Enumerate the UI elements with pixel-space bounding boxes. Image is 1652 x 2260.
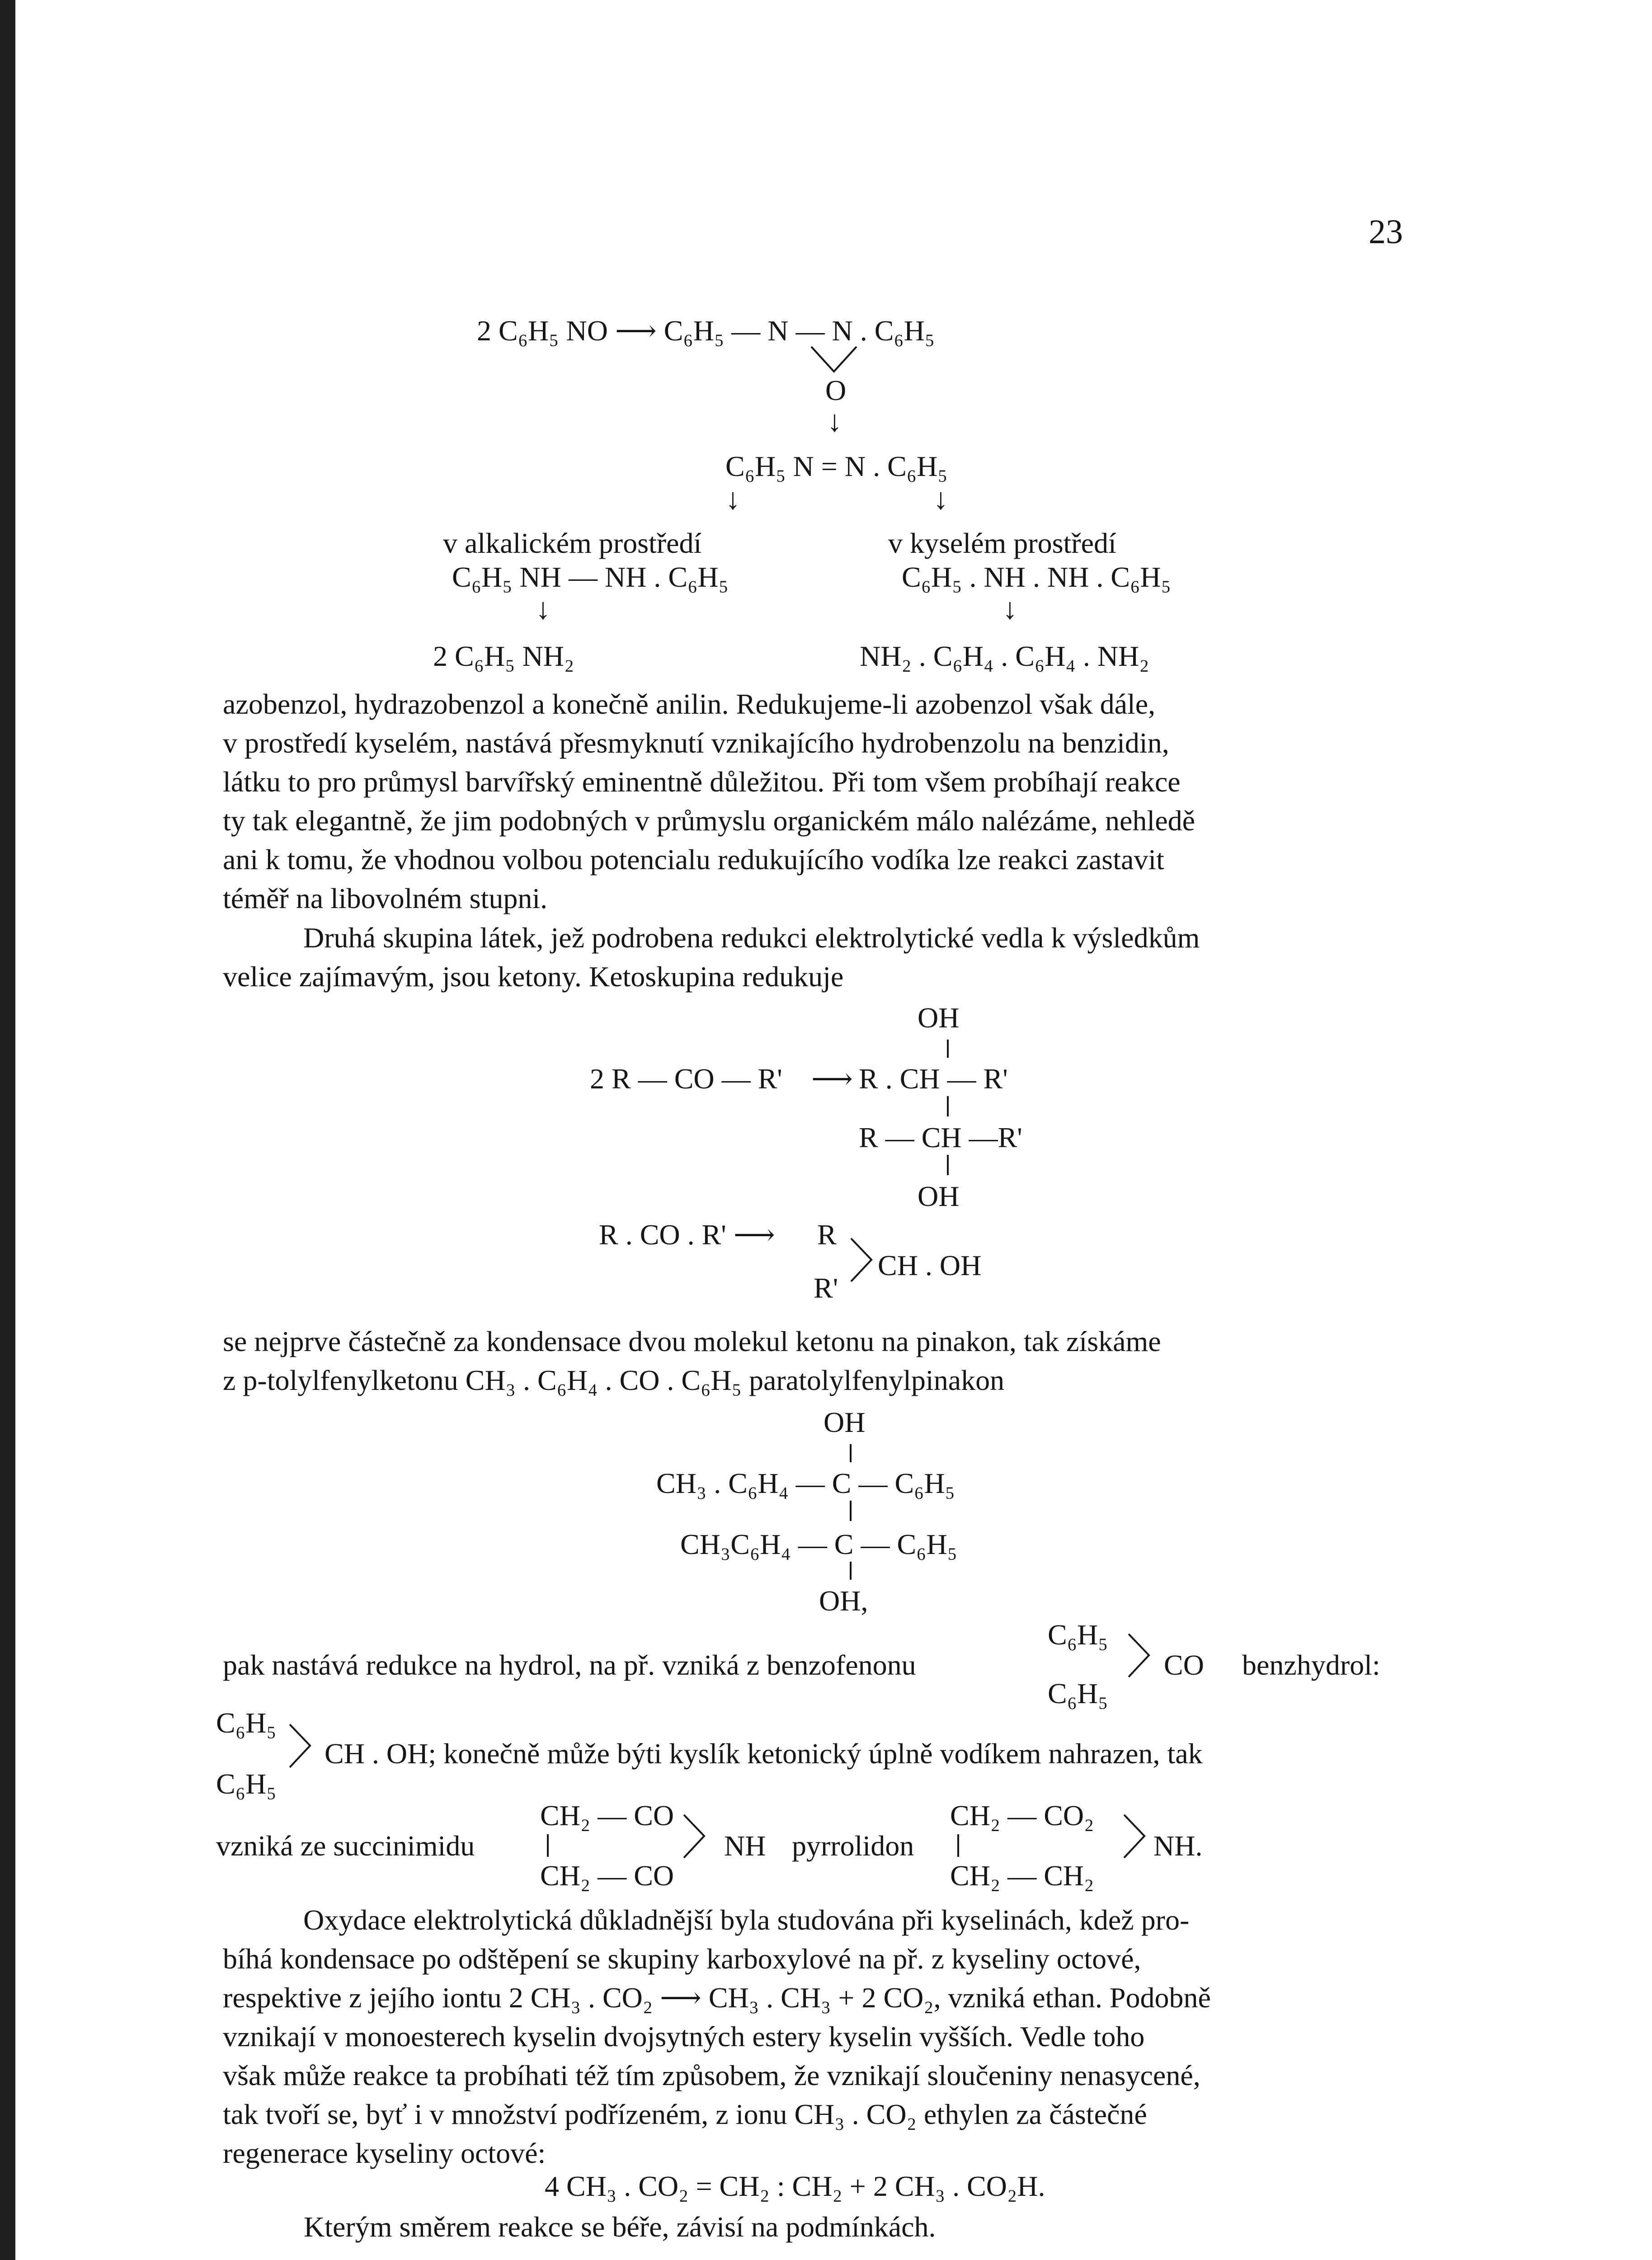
text-line: respektive z jejího iontu 2 CH₃ . CO₂ ⟶ CH₃ . CH₃ + 2 CO₂, vzniká ethan. Podobně xyxy=(223,1982,1211,2014)
pyrrolidon-nh: NH. xyxy=(1153,1830,1203,1862)
scheme2-r-bottom: R' xyxy=(814,1272,838,1304)
benzhydrol-phenyl-bottom: C₆H₅ xyxy=(216,1768,277,1800)
paragraph-pinacon xyxy=(223,1322,1161,1400)
succinimide-bond xyxy=(547,1834,549,1857)
text-line: Oxydace elektrolytická důkladnější byla studována při kyselinách, kdež pro- xyxy=(303,1904,1190,1936)
pyrrolidon-bond xyxy=(957,1834,959,1857)
succinimide-top: CH₂ — CO xyxy=(540,1799,674,1832)
paragraph-ketones xyxy=(223,918,1200,996)
scan-left-edge xyxy=(0,0,15,2260)
scheme1-arrow-to-azobenzene: ↓ xyxy=(827,405,842,438)
page-number: 23 xyxy=(1369,213,1403,251)
scheme2-oh-bottom: OH xyxy=(918,1180,960,1212)
scheme1-n-o-bonds xyxy=(809,344,863,376)
benzhydrol-label: benzhydrol: xyxy=(1242,1649,1380,1681)
scheme1-row1: 2 C₆H₅ NO ⟶ C₆H₅ — N — N . C₆H₅ xyxy=(477,315,935,347)
ethylene-equation: 4 CH₃ . CO₂ = CH₂ : CH₂ + 2 CH₃ . CO₂H. xyxy=(545,2170,1045,2202)
benzhydrol-bracket xyxy=(287,1722,315,1772)
text-line: Druhá skupina látek, jež podrobena redukci elektrolytické vedla k výsledkům xyxy=(303,922,1200,954)
scheme2-bracket xyxy=(849,1236,876,1286)
scheme1-arrow-to-benzidine: ↓ xyxy=(1002,593,1017,626)
scheme1-hydrazobenzene-acid: C₆H₅ . NH . NH . C₆H₅ xyxy=(902,561,1171,593)
scheme3-row1: CH₃ . C₆H₄ — C — C₆H₅ xyxy=(656,1467,955,1499)
paragraph-oxidation xyxy=(223,1901,1211,2173)
scheme3-oh-bottom: OH, xyxy=(819,1585,868,1617)
text-line: ty tak elegantně, že jim podobných v průmyslu organickém málo nalézáme, nehledě xyxy=(223,805,1195,837)
text-line: se nejprve částečně za kondensace dvou molekul ketonu na pinakon, tak získáme xyxy=(223,1325,1161,1357)
succinimide-bracket xyxy=(682,1813,709,1862)
text-line: azobenzol, hydrazobenzol a konečně anilin. Redukujeme-li azobenzol však dále, xyxy=(223,688,1156,720)
text-line: CH . OH; konečně může býti kyslík ketonický úplně vodíkem nahrazen, tak xyxy=(325,1737,1203,1770)
benzophenone-phenyl-bottom: C₆H₅ xyxy=(1048,1677,1108,1709)
text-line: vznikají v monoesterech kyselin dvojsytných estery kyselin vyšších. Vedle toho xyxy=(223,2020,1145,2053)
scheme1-arrow-to-aniline: ↓ xyxy=(536,593,551,626)
scheme1-benzidine: NH₂ . C₆H₄ . C₆H₄ . NH₂ xyxy=(860,640,1149,672)
benzhydrol-phenyl-top: C₆H₅ xyxy=(216,1707,277,1739)
scheme3-oh-top: OH xyxy=(824,1406,866,1438)
scheme2-r-top: R xyxy=(817,1219,837,1251)
scheme1-arrow-alkaline: ↓ xyxy=(725,483,740,516)
text-line: v prostředí kyselém, nastává přesmyknutí vznikajícího hydrobenzolu na benzidin, xyxy=(223,727,1169,759)
scheme1-hydrazobenzene: C₆H₅ NH — NH . C₆H₅ xyxy=(452,561,729,593)
scheme2-bond xyxy=(947,1155,949,1175)
text-line: bíhá kondensace po odštěpení se skupiny karboxylové na př. z kyseliny octové, xyxy=(223,1943,1141,1975)
closing-sentence: Kterým směrem reakce se béře, závisí na podmínkách. xyxy=(304,2211,936,2243)
text-line: tak tvoří se, byť i v množství podřízeném, z ionu CH₃ . CO₂ ethylen za částečné xyxy=(223,2098,1147,2130)
scheme3-row2: CH₃C₆H₄ — C — C₆H₅ xyxy=(680,1528,957,1560)
text-line: téměř na libovolném stupni. xyxy=(223,882,548,914)
text-line: z p-tolylfenylketonu CH₃ . C₆H₄ . CO . C₆H₅ paratolylfenylpinakon xyxy=(223,1364,1005,1396)
scheme2-reactant: 2 R — CO — R' xyxy=(590,1063,782,1095)
scheme2-bond xyxy=(947,1040,949,1058)
scheme3-bond xyxy=(850,1444,852,1462)
text-line: však může reakce ta probíhati též tím způsobem, že vznikají sloučeniny nenasycené, xyxy=(223,2059,1200,2091)
pyrrolidon-bracket xyxy=(1122,1813,1149,1862)
scheme2-bond xyxy=(947,1096,949,1116)
scheme1-acidic-label: v kyselém prostředí xyxy=(888,527,1116,559)
scheme1-oxygen: O xyxy=(825,374,847,406)
text-line: pak nastává redukce na hydrol, na př. vzniká z benzofenonu xyxy=(223,1649,916,1681)
succinimide-label: vzniká ze succinimidu xyxy=(216,1830,475,1862)
text-line: ani k tomu, že vhodnou volbou potencialu redukujícího vodíka lze reakci zastavit xyxy=(223,843,1164,876)
pyrrolidon-bottom: CH₂ — CH₂ xyxy=(950,1860,1094,1892)
scheme3-bond xyxy=(850,1501,852,1521)
paragraph-azobenzene xyxy=(223,685,1195,918)
pyrrolidon-top: CH₂ — CO₂ xyxy=(950,1799,1094,1832)
pyrrolidon-label: pyrrolidon xyxy=(792,1830,914,1862)
scheme2-oh-top: OH xyxy=(918,1002,960,1034)
scheme1-aniline: 2 C₆H₅ NH₂ xyxy=(433,640,574,672)
benzophenone-phenyl-top: C₆H₅ xyxy=(1048,1619,1108,1651)
scheme2-pinacol-lower: R — CH —R' xyxy=(859,1121,1022,1154)
succinimide-nh: NH xyxy=(724,1830,766,1862)
text-line: látku to pro průmysl barvířský eminentně důležitou. Při tom všem probíhají reakce xyxy=(223,766,1181,798)
scheme2-arrow: ⟶ xyxy=(811,1063,853,1095)
text-line: regenerace kyseliny octové: xyxy=(223,2137,546,2169)
benzophenone-co: CO xyxy=(1164,1649,1204,1681)
succinimide-bottom: CH₂ — CO xyxy=(540,1860,674,1892)
scheme1-azobenzene: C₆H₅ N = N . C₆H₅ xyxy=(725,450,948,482)
benzophenone-bracket xyxy=(1126,1632,1153,1681)
text-line: velice zajímavým, jsou ketony. Ketoskupina redukuje xyxy=(223,960,844,993)
scheme1-alkaline-label: v alkalickém prostředí xyxy=(443,527,702,559)
scheme2-pinacol-upper: R . CH — R' xyxy=(859,1063,1008,1095)
scheme3-bond xyxy=(850,1562,852,1580)
scheme2-ketone: R . CO . R' ⟶ xyxy=(599,1219,775,1251)
scheme1-arrow-acidic: ↓ xyxy=(933,483,948,516)
scheme2-hydrol: CH . OH xyxy=(878,1249,982,1281)
